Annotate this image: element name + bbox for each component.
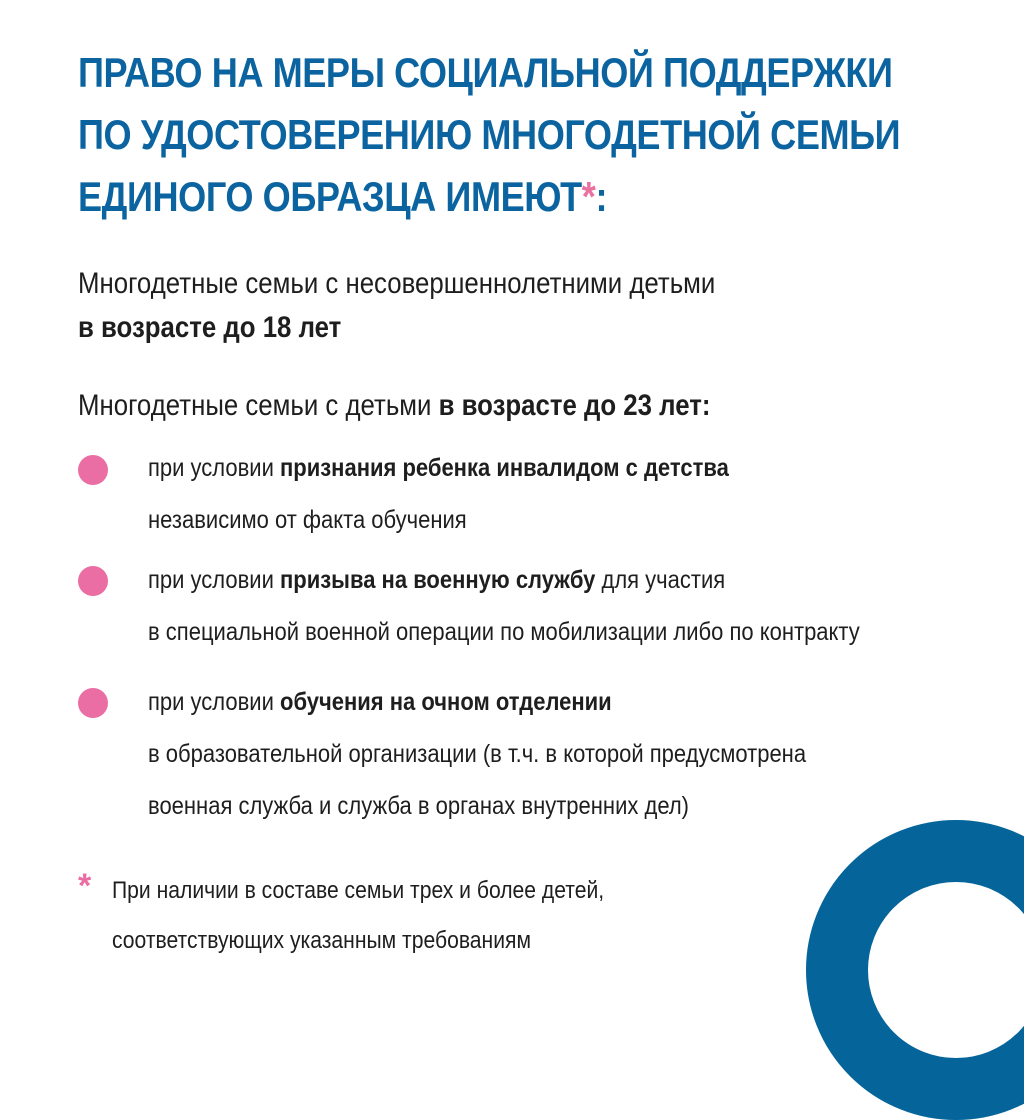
condition-3-line-3: военная служба и служба в органах внутренних дел) <box>148 792 689 820</box>
group-under-18 <box>78 262 715 350</box>
heading-line-3-text: ЕДИНОГО ОБРАЗЦА ИМЕЮТ <box>78 173 582 220</box>
pink-circle-bullet-icon <box>78 566 108 596</box>
heading-asterisk: * <box>581 173 596 220</box>
condition-item-disability <box>148 442 729 546</box>
group-under-23-bold: в возрасте до 23 лет: <box>438 389 711 422</box>
page-heading <box>78 42 901 228</box>
condition-2-line-2: в специальной военной операции по мобилизации либо по контракту <box>148 618 860 646</box>
heading-line-3 <box>78 166 852 228</box>
heading-line-1: ПРАВО НА МЕРЫ СОЦИАЛЬНОЙ ПОДДЕРЖКИ <box>78 49 893 96</box>
condition-2-bold: призыва на военную службу <box>280 566 596 594</box>
pink-circle-bullet-icon <box>78 688 108 718</box>
group-under-18-line-1: Многодетные семьи с несовершеннолетними детьми <box>78 267 716 300</box>
condition-item-military <box>148 554 860 658</box>
condition-1-bold: признания ребенка инвалидом с детства <box>280 454 729 482</box>
pink-circle-bullet-icon <box>78 455 108 485</box>
condition-item-fulltime-study <box>148 676 806 832</box>
group-under-18-line-2: в возрасте до 18 лет <box>78 311 342 344</box>
condition-3-prefix: при условии <box>148 688 280 716</box>
condition-3-line-2: в образовательной организации (в т.ч. в которой предусмотрена <box>148 740 807 768</box>
footnote-line-2: соответствующих указанным требованиям <box>112 927 531 954</box>
blue-ring-decoration-icon <box>806 820 1024 1120</box>
group-under-23-text: Многодетные семьи с детьми <box>78 389 439 422</box>
condition-3-bold: обучения на очном отделении <box>280 688 612 716</box>
footnote <box>112 866 604 966</box>
condition-2-prefix: при условии <box>148 566 280 594</box>
heading-line-2: ПО УДОСТОВЕРЕНИЮ МНОГОДЕТНОЙ СЕМЬИ <box>78 111 901 158</box>
footnote-line-1: При наличии в составе семьи трех и более детей, <box>112 877 605 904</box>
footnote-asterisk-icon: * <box>78 867 92 905</box>
group-under-23 <box>78 384 710 428</box>
condition-1-prefix: при условии <box>148 454 280 482</box>
condition-2-suffix: для участия <box>595 566 726 594</box>
heading-colon: : <box>595 173 608 220</box>
condition-1-line-2: независимо от факта обучения <box>148 506 467 534</box>
